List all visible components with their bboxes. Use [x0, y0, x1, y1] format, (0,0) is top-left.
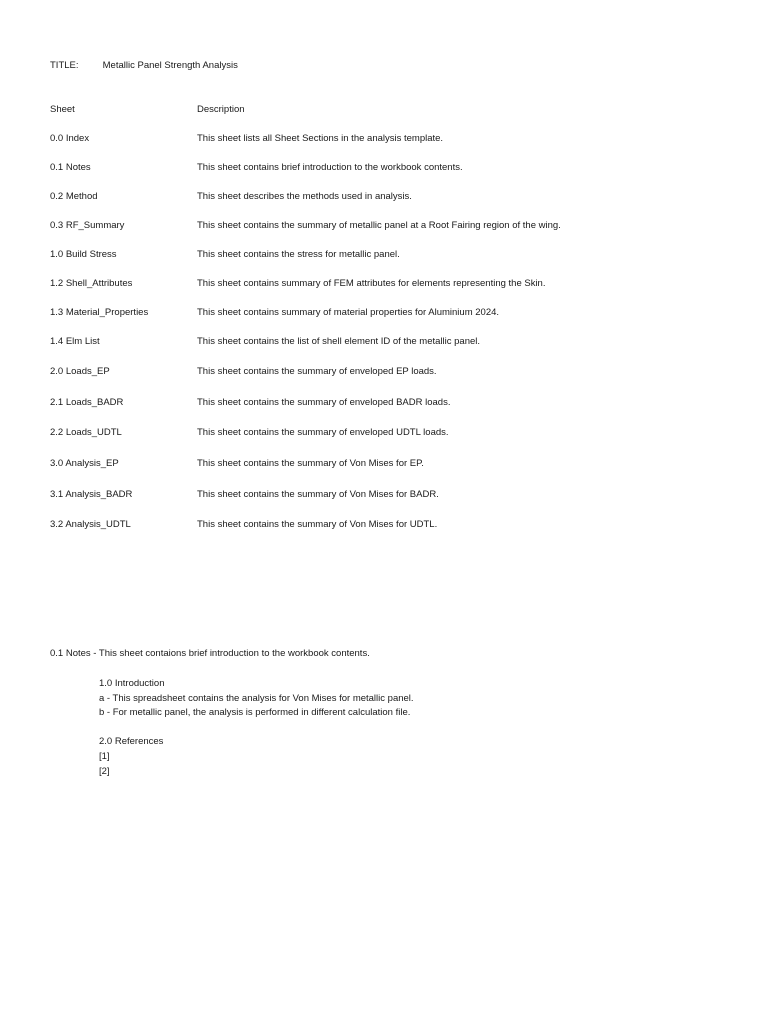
spacer — [99, 721, 414, 736]
row-description: This sheet contains the summary of enveloped EP loads. — [197, 366, 437, 377]
table-row — [0, 133, 768, 147]
row-sheet: 2.1 Loads_BADR — [50, 397, 124, 408]
table-row — [0, 307, 768, 321]
row-description: This sheet contains the summary of Von Mises for BADR. — [197, 489, 439, 500]
row-description: This sheet contains summary of material properties for Aluminium 2024. — [197, 307, 500, 318]
intro-item-a: a - This spreadsheet contains the analysis for Von Mises for metallic panel. — [99, 692, 414, 704]
row-sheet: 1.3 Material_Properties — [50, 307, 149, 318]
table-row — [0, 336, 768, 350]
row-description: This sheet contains the summary of Von Mises for UDTL. — [197, 519, 438, 530]
table-row — [0, 249, 768, 263]
title-value: Metallic Panel Strength Analysis — [102, 60, 238, 71]
row-description: This sheet describes the methods used in analysis. — [197, 191, 412, 202]
notes-heading: 0.1 Notes - This sheet contaions brief introduction to the workbook contents. — [50, 648, 370, 659]
row-sheet: 3.0 Analysis_EP — [50, 458, 119, 469]
row-description: This sheet contains summary of FEM attributes for elements representing the Skin. — [197, 278, 546, 289]
row-description: This sheet contains the summary of enveloped BADR loads. — [197, 397, 451, 408]
row-sheet: 0.3 RF_Summary — [50, 220, 125, 231]
row-sheet: 3.2 Analysis_UDTL — [50, 519, 131, 530]
reference-2: [2] — [99, 765, 110, 777]
row-description: This sheet contains the summary of Von Mises for EP. — [197, 458, 424, 469]
row-description: This sheet lists all Sheet Sections in the analysis template. — [197, 133, 444, 144]
title-label: TITLE: — [50, 60, 79, 71]
row-description: This sheet contains brief introduction to the workbook contents. — [197, 162, 463, 173]
row-sheet: 2.0 Loads_EP — [50, 366, 110, 377]
row-sheet: 0.0 Index — [50, 133, 90, 144]
row-sheet: 1.0 Build Stress — [50, 249, 117, 260]
table-row — [0, 220, 768, 234]
table-row — [0, 366, 768, 380]
header-sheet: Sheet — [50, 104, 75, 115]
reference-1: [1] — [99, 750, 110, 762]
intro-item-b: b - For metallic panel, the analysis is performed in different calculation file. — [99, 707, 411, 719]
row-description: This sheet contains the summary of metallic panel at a Root Fairing region of the wing. — [197, 220, 561, 231]
table-row — [0, 191, 768, 205]
row-sheet: 3.1 Analysis_BADR — [50, 489, 133, 500]
header-description: Description — [197, 104, 245, 115]
table-row — [0, 458, 768, 472]
row-sheet: 0.2 Method — [50, 191, 98, 202]
document-title — [50, 60, 238, 71]
table-row — [0, 162, 768, 176]
intro-heading: 1.0 Introduction — [99, 678, 165, 689]
row-sheet: 1.4 Elm List — [50, 336, 100, 347]
table-row — [0, 427, 768, 441]
table-row — [0, 489, 768, 503]
row-sheet: 0.1 Notes — [50, 162, 91, 173]
table-row — [0, 397, 768, 411]
row-description: This sheet contains the stress for metallic panel. — [197, 249, 400, 260]
table-row — [0, 278, 768, 292]
row-sheet: 2.2 Loads_UDTL — [50, 427, 122, 438]
references-heading: 2.0 References — [99, 736, 164, 748]
table-row — [0, 519, 768, 533]
row-sheet: 1.2 Shell_Attributes — [50, 278, 133, 289]
table-header — [0, 104, 768, 118]
notes-body — [99, 677, 414, 779]
row-description: This sheet contains the summary of enveloped UDTL loads. — [197, 427, 449, 438]
row-description: This sheet contains the list of shell element ID of the metallic panel. — [197, 336, 481, 347]
